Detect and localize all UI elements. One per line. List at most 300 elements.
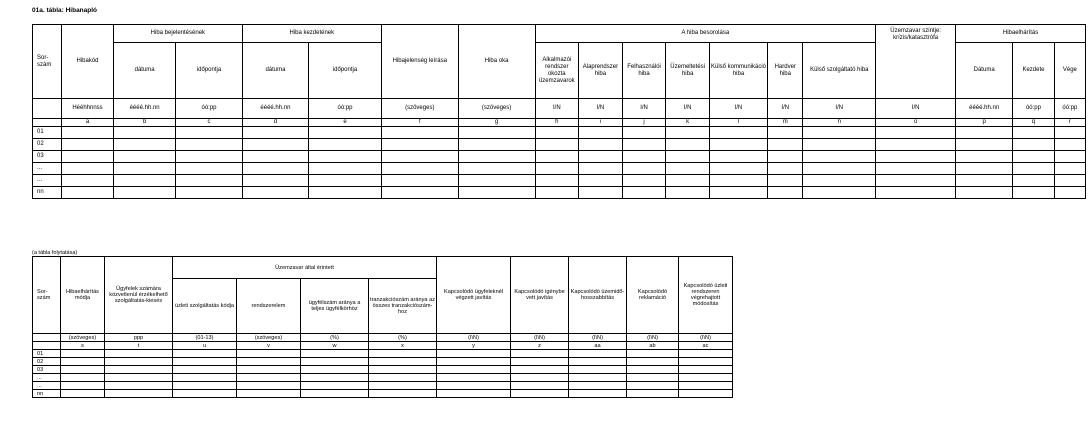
data-cell[interactable] xyxy=(437,358,511,366)
sorszam-header: Sor- szám xyxy=(33,25,62,99)
column-letter: d xyxy=(242,119,308,127)
table-row xyxy=(33,151,1086,163)
column-letter: s xyxy=(61,342,105,350)
row-number: ... xyxy=(33,382,61,390)
data-cell[interactable] xyxy=(569,358,627,366)
data-cell[interactable] xyxy=(113,139,175,151)
data-cell[interactable] xyxy=(1013,187,1055,199)
row-number: 03 xyxy=(33,151,62,163)
table-row xyxy=(33,374,733,382)
data-cell[interactable] xyxy=(622,127,666,139)
row-number: 02 xyxy=(33,139,62,151)
column-letter: c xyxy=(176,119,242,127)
kezdet-group: Hiba kezdetének xyxy=(242,25,381,43)
alaprendszer-header: Alaprendszer hiba xyxy=(579,43,623,99)
data-cell[interactable] xyxy=(242,187,308,199)
elharitas-modja-header: Hibaelhárítás módja xyxy=(61,257,105,334)
data-cell[interactable] xyxy=(113,151,175,163)
besorolas-group: A hiba besorolása xyxy=(535,25,876,43)
data-cell[interactable] xyxy=(768,127,803,139)
data-cell[interactable] xyxy=(105,382,173,390)
table-row xyxy=(33,390,733,398)
column-letter: f xyxy=(381,119,458,127)
data-cell[interactable] xyxy=(237,374,301,382)
data-cell[interactable] xyxy=(666,127,710,139)
data-cell[interactable] xyxy=(1013,139,1055,151)
data-cell[interactable] xyxy=(301,358,369,366)
data-cell[interactable] xyxy=(876,187,956,199)
data-cell[interactable] xyxy=(768,163,803,175)
data-cell[interactable] xyxy=(105,366,173,374)
format-row xyxy=(33,99,1086,119)
data-cell[interactable] xyxy=(309,151,382,163)
column-letter: r xyxy=(1054,119,1085,127)
row-number: 01 xyxy=(33,350,61,358)
alkalmazoi-header: Alkalmazói rendszer okozta üzemzavarok xyxy=(535,43,579,99)
data-cell[interactable] xyxy=(535,187,579,199)
data-cell[interactable] xyxy=(301,374,369,382)
column-letter: aa xyxy=(569,342,627,350)
bejelentes-group: Hiba bejelentésének xyxy=(113,25,242,43)
format-cell: Hééhhnnss xyxy=(62,99,114,119)
bejelentes-idopont-header: időpontja xyxy=(176,43,242,99)
elharitas-datum-header: Dátuma xyxy=(956,43,1013,99)
table-row xyxy=(33,358,733,366)
data-cell[interactable] xyxy=(666,187,710,199)
format-cell: éééé.hh.nn xyxy=(242,99,308,119)
data-cell[interactable] xyxy=(173,374,237,382)
data-cell[interactable] xyxy=(61,358,105,366)
data-cell[interactable] xyxy=(105,350,173,358)
data-cell[interactable] xyxy=(458,151,535,163)
column-letter: m xyxy=(768,119,803,127)
data-cell[interactable] xyxy=(627,374,679,382)
letter-row xyxy=(33,342,733,350)
column-letter: x xyxy=(369,342,437,350)
data-cell[interactable] xyxy=(622,139,666,151)
data-cell[interactable] xyxy=(173,350,237,358)
format-cell: (I\N) xyxy=(511,334,569,342)
data-cell[interactable] xyxy=(627,382,679,390)
data-cell[interactable] xyxy=(1054,139,1085,151)
data-cell[interactable] xyxy=(579,127,623,139)
data-cell[interactable] xyxy=(579,163,623,175)
data-cell[interactable] xyxy=(803,163,876,175)
data-cell[interactable] xyxy=(61,390,105,398)
data-cell[interactable] xyxy=(458,139,535,151)
data-cell[interactable] xyxy=(301,382,369,390)
table-row xyxy=(33,382,733,390)
uzemido-hosszabbitas-header: Kapcsolódó üzemidő-hosszabbítás xyxy=(569,257,627,334)
data-cell[interactable] xyxy=(876,139,956,151)
data-cell[interactable] xyxy=(173,358,237,366)
kulso-szolgaltato-header: Külső szolgáltató hiba xyxy=(803,43,876,99)
data-cell[interactable] xyxy=(381,163,458,175)
column-letter: j xyxy=(622,119,666,127)
data-cell[interactable] xyxy=(113,187,175,199)
column-letter: w xyxy=(301,342,369,350)
data-cell[interactable] xyxy=(803,187,876,199)
data-cell[interactable] xyxy=(381,151,458,163)
data-cell[interactable] xyxy=(1054,151,1085,163)
data-cell[interactable] xyxy=(876,175,956,187)
data-cell[interactable] xyxy=(309,139,382,151)
data-cell[interactable] xyxy=(176,187,242,199)
data-cell[interactable] xyxy=(173,382,237,390)
table-row xyxy=(33,175,1086,187)
data-cell[interactable] xyxy=(369,390,437,398)
data-cell[interactable] xyxy=(709,127,767,139)
column-letter: q xyxy=(1013,119,1055,127)
format-cell: óó:pp xyxy=(1013,99,1055,119)
format-cell: ppp xyxy=(105,334,173,342)
data-cell[interactable] xyxy=(768,151,803,163)
data-cell[interactable] xyxy=(237,350,301,358)
column-letter: ab xyxy=(627,342,679,350)
data-cell[interactable] xyxy=(1054,187,1085,199)
row-number: ... xyxy=(33,163,62,175)
table-row xyxy=(33,139,1086,151)
hibakod-header: Hibakód xyxy=(62,25,114,99)
column-letter: p xyxy=(956,119,1013,127)
data-cell[interactable] xyxy=(61,382,105,390)
column-letter: i xyxy=(579,119,623,127)
data-cell[interactable] xyxy=(62,127,114,139)
format-cell: óó:pp xyxy=(309,99,382,119)
data-cell[interactable] xyxy=(511,358,569,366)
data-cell[interactable] xyxy=(579,151,623,163)
data-cell[interactable] xyxy=(237,358,301,366)
hibanaplo-continuation-table xyxy=(32,256,733,398)
data-cell[interactable] xyxy=(803,151,876,163)
data-cell[interactable] xyxy=(709,187,767,199)
data-cell[interactable] xyxy=(242,127,308,139)
data-cell[interactable] xyxy=(666,163,710,175)
data-cell[interactable] xyxy=(437,382,511,390)
data-cell[interactable] xyxy=(511,374,569,382)
data-cell[interactable] xyxy=(511,350,569,358)
format-cell: óó:pp xyxy=(1054,99,1085,119)
format-cell: I/N xyxy=(803,99,876,119)
column-letter: y xyxy=(437,342,511,350)
data-cell[interactable] xyxy=(62,163,114,175)
data-cell[interactable] xyxy=(622,175,666,187)
data-cell[interactable] xyxy=(309,175,382,187)
data-cell[interactable] xyxy=(458,127,535,139)
data-cell[interactable] xyxy=(369,350,437,358)
data-cell[interactable] xyxy=(956,163,1013,175)
data-cell[interactable] xyxy=(803,139,876,151)
column-letter: b xyxy=(113,119,175,127)
column-letter: z xyxy=(511,342,569,350)
data-cell[interactable] xyxy=(709,175,767,187)
data-cell[interactable] xyxy=(105,374,173,382)
format-cell: (szöveges) xyxy=(458,99,535,119)
data-cell[interactable] xyxy=(369,374,437,382)
data-cell[interactable] xyxy=(437,390,511,398)
data-cell[interactable] xyxy=(113,175,175,187)
format-cell: (I\N) xyxy=(569,334,627,342)
data-cell[interactable] xyxy=(803,127,876,139)
data-cell[interactable] xyxy=(381,187,458,199)
data-cell[interactable] xyxy=(176,139,242,151)
data-cell[interactable] xyxy=(369,366,437,374)
row-number: 01 xyxy=(33,127,62,139)
data-cell[interactable] xyxy=(1013,127,1055,139)
szolgaltatas-kod-header: üzleti szolgáltatás kódja xyxy=(173,279,237,334)
data-cell[interactable] xyxy=(511,390,569,398)
tranzakcioszam-arany-header: tranzakciószám aránya az összes tranzakciószám-hoz xyxy=(369,279,437,334)
data-cell[interactable] xyxy=(666,151,710,163)
data-cell[interactable] xyxy=(511,382,569,390)
data-cell[interactable] xyxy=(176,151,242,163)
format-cell: (%) xyxy=(369,334,437,342)
column-letter: g xyxy=(458,119,535,127)
format-cell: (szöveges) xyxy=(237,334,301,342)
data-cell[interactable] xyxy=(535,127,579,139)
data-cell[interactable] xyxy=(61,350,105,358)
data-cell[interactable] xyxy=(709,151,767,163)
data-cell[interactable] xyxy=(627,390,679,398)
table-row xyxy=(33,350,733,358)
format-cell: (I\N) xyxy=(627,334,679,342)
data-cell[interactable] xyxy=(62,175,114,187)
data-cell[interactable] xyxy=(242,175,308,187)
row-number: ... xyxy=(33,374,61,382)
data-cell[interactable] xyxy=(956,175,1013,187)
column-letter: n xyxy=(803,119,876,127)
format-cell: I/N xyxy=(579,99,623,119)
data-cell[interactable] xyxy=(569,382,627,390)
data-cell[interactable] xyxy=(301,390,369,398)
data-cell[interactable] xyxy=(369,358,437,366)
data-cell[interactable] xyxy=(173,366,237,374)
data-cell[interactable] xyxy=(242,139,308,151)
column-letter: o xyxy=(876,119,956,127)
row-number: 03 xyxy=(33,366,61,374)
column-letter: ac xyxy=(679,342,733,350)
data-cell[interactable] xyxy=(1013,163,1055,175)
data-cell[interactable] xyxy=(458,175,535,187)
data-cell[interactable] xyxy=(62,187,114,199)
data-cell[interactable] xyxy=(709,139,767,151)
rendszer-modositas-header: Kapcsolódó üzleti rendszeren végrehajtott módosítás xyxy=(679,257,733,334)
data-cell[interactable] xyxy=(381,139,458,151)
data-cell[interactable] xyxy=(622,187,666,199)
data-cell[interactable] xyxy=(535,163,579,175)
data-cell[interactable] xyxy=(622,163,666,175)
data-cell[interactable] xyxy=(956,187,1013,199)
column-letter: e xyxy=(309,119,382,127)
data-cell[interactable] xyxy=(579,187,623,199)
data-cell[interactable] xyxy=(535,139,579,151)
data-cell[interactable] xyxy=(679,358,733,366)
data-cell[interactable] xyxy=(709,163,767,175)
reklamacio-header: Kapcsolódó reklamáció xyxy=(627,257,679,334)
format-cell: óó:pp xyxy=(176,99,242,119)
data-cell[interactable] xyxy=(535,175,579,187)
bejelentes-datum-header: dátuma xyxy=(113,43,175,99)
data-cell[interactable] xyxy=(237,390,301,398)
data-cell[interactable] xyxy=(437,366,511,374)
data-cell[interactable] xyxy=(569,374,627,382)
data-cell[interactable] xyxy=(768,175,803,187)
format-cell: I/N xyxy=(535,99,579,119)
data-cell[interactable] xyxy=(627,366,679,374)
data-cell[interactable] xyxy=(105,358,173,366)
format-cell: I/N xyxy=(876,99,956,119)
hibanaplo-table xyxy=(32,24,1086,199)
data-cell[interactable] xyxy=(1054,163,1085,175)
format-cell: I/N xyxy=(709,99,767,119)
data-cell[interactable] xyxy=(679,374,733,382)
data-cell[interactable] xyxy=(237,382,301,390)
row-number: ... xyxy=(33,175,62,187)
table-title: 01a. tábla: Hibanapló xyxy=(32,7,98,14)
letter-row xyxy=(33,119,1086,127)
format-row xyxy=(33,334,733,342)
row-number: 02 xyxy=(33,358,61,366)
data-cell[interactable] xyxy=(301,366,369,374)
format-cell: (szöveges) xyxy=(61,334,105,342)
data-cell[interactable] xyxy=(579,139,623,151)
format-cell: (szöveges) xyxy=(381,99,458,119)
format-cell: I/N xyxy=(622,99,666,119)
kulso-kommunikacio-header: Külső kommunikáció hiba xyxy=(709,43,767,99)
data-cell[interactable] xyxy=(511,366,569,374)
felhasznaloi-header: Felhasználói hiba xyxy=(622,43,666,99)
data-cell[interactable] xyxy=(627,350,679,358)
uzemzavar-szint-header: Üzemzavar szintje: krízis/katasztrófa xyxy=(876,25,956,99)
rendszerelem-header: rendszerelem xyxy=(237,279,301,334)
format-cell: éééé.hh.nn xyxy=(113,99,175,119)
format-cell: éééé.hh.nn xyxy=(956,99,1013,119)
data-cell[interactable] xyxy=(242,163,308,175)
format-cell: (%) xyxy=(301,334,369,342)
data-cell[interactable] xyxy=(768,139,803,151)
data-cell[interactable] xyxy=(1054,175,1085,187)
data-cell[interactable] xyxy=(61,374,105,382)
column-letter: t xyxy=(105,342,173,350)
data-cell[interactable] xyxy=(437,350,511,358)
data-cell[interactable] xyxy=(62,139,114,151)
data-cell[interactable] xyxy=(956,151,1013,163)
data-cell[interactable] xyxy=(309,163,382,175)
data-cell[interactable] xyxy=(458,187,535,199)
table-row xyxy=(33,366,733,374)
data-cell[interactable] xyxy=(309,187,382,199)
data-cell[interactable] xyxy=(62,151,114,163)
row-number: nn xyxy=(33,390,61,398)
format-cell: (01-13) xyxy=(173,334,237,342)
ugyfelszam-arany-header: ügyfélszám aránya a teljes ügyfélkörhöz xyxy=(301,279,369,334)
data-cell[interactable] xyxy=(803,175,876,187)
ugyfeleknel-javitas-header: Kapcsolódó ügyfeleknél végzett javítás xyxy=(437,257,511,334)
data-cell[interactable] xyxy=(569,350,627,358)
leiras-header: Hibajelenség leírása xyxy=(381,25,458,99)
data-cell[interactable] xyxy=(579,175,623,187)
column-letter: a xyxy=(62,119,114,127)
erintett-group: Üzemzavar által érintett xyxy=(173,257,437,279)
column-letter: l xyxy=(709,119,767,127)
table-row xyxy=(33,163,1086,175)
data-cell[interactable] xyxy=(679,366,733,374)
data-cell[interactable] xyxy=(666,175,710,187)
data-cell[interactable] xyxy=(622,151,666,163)
column-letter: v xyxy=(237,342,301,350)
data-cell[interactable] xyxy=(173,390,237,398)
format-cell: I/N xyxy=(768,99,803,119)
data-cell[interactable] xyxy=(876,151,956,163)
hardver-header: Hardver hiba xyxy=(768,43,803,99)
data-cell[interactable] xyxy=(768,187,803,199)
table-row xyxy=(33,187,1086,199)
data-cell[interactable] xyxy=(301,350,369,358)
table-row xyxy=(33,127,1086,139)
format-cell: I/N xyxy=(666,99,710,119)
data-cell[interactable] xyxy=(176,175,242,187)
elharitas-vege-header: Vége xyxy=(1054,43,1085,99)
data-cell[interactable] xyxy=(666,139,710,151)
data-cell[interactable] xyxy=(381,175,458,187)
elharitas-kezdete-header: Kezdete xyxy=(1013,43,1055,99)
data-cell[interactable] xyxy=(1054,127,1085,139)
data-cell[interactable] xyxy=(956,127,1013,139)
data-cell[interactable] xyxy=(569,390,627,398)
data-cell[interactable] xyxy=(61,366,105,374)
data-cell[interactable] xyxy=(113,163,175,175)
continuation-label: (a tábla folytatása) xyxy=(32,250,78,256)
data-cell[interactable] xyxy=(105,390,173,398)
data-cell[interactable] xyxy=(876,163,956,175)
row-number: nn xyxy=(33,187,62,199)
sorszam-header: Sor- szám xyxy=(33,257,61,334)
data-cell[interactable] xyxy=(679,350,733,358)
data-cell[interactable] xyxy=(956,139,1013,151)
column-letter: h xyxy=(535,119,579,127)
data-cell[interactable] xyxy=(369,382,437,390)
data-cell[interactable] xyxy=(679,382,733,390)
data-cell[interactable] xyxy=(627,358,679,366)
data-cell[interactable] xyxy=(242,151,308,163)
data-cell[interactable] xyxy=(309,127,382,139)
data-cell[interactable] xyxy=(569,366,627,374)
data-cell[interactable] xyxy=(679,390,733,398)
igenybe-vett-javitas-header: Kapcsolódó igénybe vett javítás xyxy=(511,257,569,334)
column-letter: k xyxy=(666,119,710,127)
uzemeltetesi-header: Üzemeltetési hiba xyxy=(666,43,710,99)
column-letter: u xyxy=(173,342,237,350)
oka-header: Hiba oka xyxy=(458,25,535,99)
data-cell[interactable] xyxy=(437,374,511,382)
data-cell[interactable] xyxy=(176,127,242,139)
format-cell: (I\N) xyxy=(679,334,733,342)
format-cell: (I\N) xyxy=(437,334,511,342)
szolgaltatas-kieses-header: Ügyfelek számára közvetlenül érzékelhető szolgáltatás-kiesés xyxy=(105,257,173,334)
data-cell[interactable] xyxy=(237,366,301,374)
kezdet-datum-header: dátuma xyxy=(242,43,308,99)
data-cell[interactable] xyxy=(176,163,242,175)
data-cell[interactable] xyxy=(1013,175,1055,187)
data-cell[interactable] xyxy=(876,127,956,139)
data-cell[interactable] xyxy=(381,127,458,139)
data-cell[interactable] xyxy=(1013,151,1055,163)
data-cell[interactable] xyxy=(113,127,175,139)
data-cell[interactable] xyxy=(535,151,579,163)
elharitas-group: Hibaelhárítás xyxy=(956,25,1086,43)
kezdet-idopont-header: időpontja xyxy=(309,43,382,99)
data-cell[interactable] xyxy=(458,163,535,175)
